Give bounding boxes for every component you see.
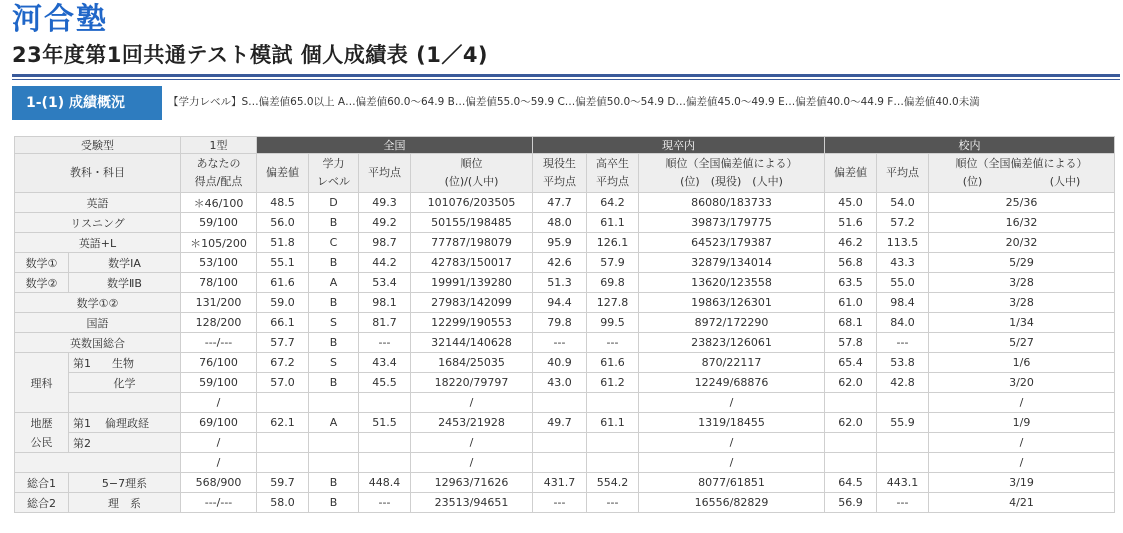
school-rank: 1/6 (929, 353, 1115, 373)
graduate-avg: 64.2 (587, 193, 639, 213)
average: 81.7 (359, 313, 411, 333)
school-rank-header: 順位（全国偏差値による） (位) (人中) (929, 154, 1115, 193)
rank: / (411, 453, 533, 473)
school-average: 443.1 (877, 473, 929, 493)
rank: 12299/190553 (411, 313, 533, 333)
current-rank: / (639, 433, 825, 453)
school-deviation: 46.2 (825, 233, 877, 253)
table-row-japanese (15, 313, 1115, 333)
school-rank: 16/32 (929, 213, 1115, 233)
current-avg: --- (533, 333, 587, 353)
score: 76/100 (181, 353, 257, 373)
current-rank: 12249/68876 (639, 373, 825, 393)
graduate-avg: 554.2 (587, 473, 639, 493)
subject-name: 英数国総合 (15, 333, 181, 353)
subject-name: 英語 (15, 193, 181, 213)
social-group-label: 地歴 公民 (15, 413, 69, 453)
group-label: 数学② (15, 273, 69, 293)
deviation: 67.2 (257, 353, 309, 373)
school-deviation-header: 偏差値 (825, 154, 877, 193)
subject-name (15, 453, 181, 473)
score: ---/--- (181, 333, 257, 353)
current-rank: 8077/61851 (639, 473, 825, 493)
score: ---/--- (181, 493, 257, 513)
school-rank: 3/20 (929, 373, 1115, 393)
rank: 18220/79797 (411, 373, 533, 393)
score: 59/100 (181, 373, 257, 393)
current-avg: 42.6 (533, 253, 587, 273)
current-rank: 23823/126061 (639, 333, 825, 353)
score: 568/900 (181, 473, 257, 493)
graduate-avg: --- (587, 333, 639, 353)
current-rank: 16556/82829 (639, 493, 825, 513)
school-average: --- (877, 333, 929, 353)
school-rank: 25/36 (929, 193, 1115, 213)
school-average-header: 平均点 (877, 154, 929, 193)
deviation: 59.0 (257, 293, 309, 313)
score: / (181, 453, 257, 473)
current-rank: 13620/123558 (639, 273, 825, 293)
school-average: 53.8 (877, 353, 929, 373)
subject-name: 第1 生物 (69, 353, 181, 373)
score: ＊105/200 (181, 233, 257, 253)
score: ＊46/100 (181, 193, 257, 213)
graduate-avg: 69.8 (587, 273, 639, 293)
score: / (181, 433, 257, 453)
deviation: 58.0 (257, 493, 309, 513)
average: 448.4 (359, 473, 411, 493)
school-deviation: 62.0 (825, 373, 877, 393)
level: B (309, 493, 359, 513)
rank: 2453/21928 (411, 413, 533, 433)
rank: 12963/71626 (411, 473, 533, 493)
graduate-avg: 127.8 (587, 293, 639, 313)
level: D (309, 193, 359, 213)
level: S (309, 313, 359, 333)
current-rank-header: 順位（全国偏差値による） (位) (現役) (人中) (639, 154, 825, 193)
graduate-avg: 61.1 (587, 213, 639, 233)
average: 44.2 (359, 253, 411, 273)
rank: 77787/198079 (411, 233, 533, 253)
graduate-avg-header: 高卒生 平均点 (587, 154, 639, 193)
current-avg: 48.0 (533, 213, 587, 233)
school-header: 校内 (825, 137, 1115, 154)
title-rule-thin (12, 79, 1120, 80)
graduate-avg: 99.5 (587, 313, 639, 333)
school-deviation: 62.0 (825, 413, 877, 433)
rank: / (411, 433, 533, 453)
score-header: あなたの 得点/配点 (181, 154, 257, 193)
rank: 1684/25035 (411, 353, 533, 373)
table-row-english (15, 193, 1115, 213)
school-rank: 3/19 (929, 473, 1115, 493)
school-deviation: 61.0 (825, 293, 877, 313)
current-rank: 8972/172290 (639, 313, 825, 333)
score-table (14, 136, 1115, 513)
rank: 23513/94651 (411, 493, 533, 513)
group-label: 数学① (15, 253, 69, 273)
average: 49.3 (359, 193, 411, 213)
school-average: 43.3 (877, 253, 929, 273)
level: S (309, 353, 359, 373)
deviation: 66.1 (257, 313, 309, 333)
rank: 32144/140628 (411, 333, 533, 353)
average: 98.1 (359, 293, 411, 313)
school-deviation: 64.5 (825, 473, 877, 493)
school-deviation: 56.9 (825, 493, 877, 513)
current-rank: 870/22117 (639, 353, 825, 373)
current-avg: 95.9 (533, 233, 587, 253)
score: 128/200 (181, 313, 257, 333)
school-average: 57.2 (877, 213, 929, 233)
school-deviation: 56.8 (825, 253, 877, 273)
school-average: 113.5 (877, 233, 929, 253)
level: B (309, 253, 359, 273)
school-rank: 1/34 (929, 313, 1115, 333)
score: 131/200 (181, 293, 257, 313)
level-legend: 【学力レベル】S…偏差値65.0以上 A…偏差値60.0〜64.9 B…偏差値55.0〜59.9 C…偏差値50.0〜54.9 D…偏差値45.0〜49.9 E…偏差値40.0〜44.9 F…偏差値40.0未満 (168, 96, 980, 108)
current-rank: / (639, 393, 825, 413)
deviation: 57.7 (257, 333, 309, 353)
score: 59/100 (181, 213, 257, 233)
average: 43.4 (359, 353, 411, 373)
table-row-ejm-total (15, 333, 1115, 353)
current-avg: 431.7 (533, 473, 587, 493)
graduate-avg: --- (587, 493, 639, 513)
table-row-blank (15, 453, 1115, 473)
average: 45.5 (359, 373, 411, 393)
current-avg: 79.8 (533, 313, 587, 333)
page-title: 23年度第1回共通テスト模試 個人成績表 (1／4) (12, 43, 489, 67)
rank: 101076/203505 (411, 193, 533, 213)
deviation: 56.0 (257, 213, 309, 233)
subject-name: 数学ⅡB (69, 273, 181, 293)
school-deviation: 45.0 (825, 193, 877, 213)
current-rank: / (639, 453, 825, 473)
deviation: 57.0 (257, 373, 309, 393)
table-row-chemistry (15, 373, 1115, 393)
school-rank: 1/9 (929, 413, 1115, 433)
level: B (309, 293, 359, 313)
school-average: 98.4 (877, 293, 929, 313)
kawaijuku-logo: 河合塾 (12, 2, 108, 37)
school-average: 84.0 (877, 313, 929, 333)
rank: 27983/142099 (411, 293, 533, 313)
level: A (309, 413, 359, 433)
exam-type-label: 受験型 (15, 137, 181, 154)
school-rank: / (929, 453, 1115, 473)
school-average: 54.0 (877, 193, 929, 213)
school-deviation: 57.8 (825, 333, 877, 353)
score: 53/100 (181, 253, 257, 273)
current-avg: 51.3 (533, 273, 587, 293)
school-rank: 3/28 (929, 293, 1115, 313)
school-rank: / (929, 433, 1115, 453)
average: --- (359, 493, 411, 513)
table-row-ethics-politics (15, 413, 1115, 433)
subject-name: 国語 (15, 313, 181, 333)
average: 51.5 (359, 413, 411, 433)
table-row-total1 (15, 473, 1115, 493)
school-deviation: 68.1 (825, 313, 877, 333)
subject-name: リスニング (15, 213, 181, 233)
school-deviation: 63.5 (825, 273, 877, 293)
table-row-science-blank (15, 393, 1115, 413)
current-header: 現卒内 (533, 137, 825, 154)
subject-name: 5−7理系 (69, 473, 181, 493)
science-group-label: 理科 (15, 353, 69, 413)
deviation: 61.6 (257, 273, 309, 293)
subject-name (69, 393, 181, 413)
current-avg: 49.7 (533, 413, 587, 433)
table-row-math2 (15, 273, 1115, 293)
table-row-english-l (15, 233, 1115, 253)
rank: 50155/198485 (411, 213, 533, 233)
level: C (309, 233, 359, 253)
current-rank: 1319/18455 (639, 413, 825, 433)
current-rank: 19863/126301 (639, 293, 825, 313)
current-avg: 43.0 (533, 373, 587, 393)
subject-name: 第2 (69, 433, 181, 453)
exam-type-value: 1型 (181, 137, 257, 154)
group-label: 総合1 (15, 473, 69, 493)
level: B (309, 473, 359, 493)
deviation: 55.1 (257, 253, 309, 273)
subject-name: 化学 (69, 373, 181, 393)
school-rank: / (929, 393, 1115, 413)
school-rank: 5/27 (929, 333, 1115, 353)
subject-name: 第1 倫理政経 (69, 413, 181, 433)
subject-name: 数学①② (15, 293, 181, 313)
table-row-math12 (15, 293, 1115, 313)
current-rank: 39873/179775 (639, 213, 825, 233)
school-rank: 20/32 (929, 233, 1115, 253)
deviation: 51.8 (257, 233, 309, 253)
current-rank: 64523/179387 (639, 233, 825, 253)
table-row-listening (15, 213, 1115, 233)
graduate-avg: 61.6 (587, 353, 639, 373)
school-rank: 5/29 (929, 253, 1115, 273)
school-average: 55.0 (877, 273, 929, 293)
rank: 42783/150017 (411, 253, 533, 273)
school-rank: 3/28 (929, 273, 1115, 293)
current-avg: 94.4 (533, 293, 587, 313)
current-rank: 86080/183733 (639, 193, 825, 213)
level: B (309, 373, 359, 393)
section-label: 1-(1) 成績概況 (12, 86, 162, 120)
graduate-avg: 61.1 (587, 413, 639, 433)
level: B (309, 333, 359, 353)
rank-header: 順位 (位)/(人中) (411, 154, 533, 193)
deviation: 48.5 (257, 193, 309, 213)
subject-name: 数学ⅠA (69, 253, 181, 273)
average-header: 平均点 (359, 154, 411, 193)
deviation: 62.1 (257, 413, 309, 433)
deviation: 59.7 (257, 473, 309, 493)
subject-name: 理 系 (69, 493, 181, 513)
current-avg: 47.7 (533, 193, 587, 213)
school-average: 55.9 (877, 413, 929, 433)
table-row-social-second (15, 433, 1115, 453)
average: 98.7 (359, 233, 411, 253)
graduate-avg: 126.1 (587, 233, 639, 253)
school-average: --- (877, 493, 929, 513)
level: B (309, 213, 359, 233)
average: 49.2 (359, 213, 411, 233)
table-row-math1 (15, 253, 1115, 273)
level-header: 学力 レベル (309, 154, 359, 193)
level: A (309, 273, 359, 293)
score: 78/100 (181, 273, 257, 293)
average: --- (359, 333, 411, 353)
rank: 19991/139280 (411, 273, 533, 293)
table-row-total2 (15, 493, 1115, 513)
current-avg: 40.9 (533, 353, 587, 373)
group-label: 総合2 (15, 493, 69, 513)
average: 53.4 (359, 273, 411, 293)
current-rank: 32879/134014 (639, 253, 825, 273)
graduate-avg: 57.9 (587, 253, 639, 273)
subject-name: 英語+L (15, 233, 181, 253)
table-row-biology (15, 353, 1115, 373)
national-header: 全国 (257, 137, 533, 154)
score: 69/100 (181, 413, 257, 433)
current-avg-header: 現役生 平均点 (533, 154, 587, 193)
subject-header: 教科・科目 (15, 154, 181, 193)
title-rule (12, 74, 1120, 77)
school-rank: 4/21 (929, 493, 1115, 513)
rank: / (411, 393, 533, 413)
school-average: 42.8 (877, 373, 929, 393)
deviation-header: 偏差値 (257, 154, 309, 193)
current-avg: --- (533, 493, 587, 513)
school-deviation: 65.4 (825, 353, 877, 373)
score: / (181, 393, 257, 413)
school-deviation: 51.6 (825, 213, 877, 233)
graduate-avg: 61.2 (587, 373, 639, 393)
